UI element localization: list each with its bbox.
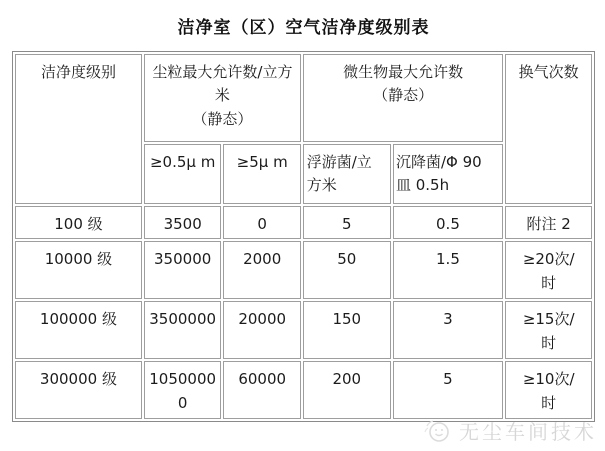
watermark-text: 无尘车间技术: [459, 420, 597, 444]
header-cell-cleanliness-level: 洁净度级别: [15, 54, 142, 204]
cell-floating: 50: [303, 241, 391, 299]
cell-floating: 200: [303, 361, 391, 419]
air-change-value: ≥15次/时: [522, 310, 575, 352]
cell-air-change: [505, 301, 592, 359]
cell-ge05: 3500: [144, 206, 222, 239]
microbe-group-note: （静态）: [373, 86, 434, 105]
cleanroom-cleanliness-table: [12, 51, 595, 422]
table-row-class-10000: [15, 241, 592, 299]
dust-group-note: （静态）: [192, 109, 253, 128]
cell-floating: 5: [303, 206, 391, 239]
cell-ge5: 20000: [223, 301, 301, 359]
header-cell-floating-bacteria: [303, 144, 391, 204]
air-change-value: ≥10次/时: [522, 370, 575, 412]
cell-ge5: 2000: [223, 241, 301, 299]
header-cell-dust-group: [144, 54, 301, 142]
cell-air-change: [505, 361, 592, 419]
cell-settling: 1.5: [393, 241, 504, 299]
page-title: 洁净室（区）空气洁净度级别表: [177, 18, 430, 38]
cell-ge05: 10500000: [144, 361, 222, 419]
header-cell-ge-5um: ≥5μ m: [223, 144, 301, 204]
cell-ge05: 3500000: [144, 301, 222, 359]
table-row-class-100000: [15, 301, 592, 359]
floating-bacteria-label: 浮游菌/立方米: [306, 153, 372, 195]
cell-level: 100000 级: [15, 301, 142, 359]
cell-floating: 150: [303, 301, 391, 359]
watermark: [424, 416, 597, 445]
smiley-logo-icon: [424, 417, 452, 445]
cell-ge05: 350000: [144, 241, 222, 299]
table-row-class-300000: [15, 361, 592, 419]
cell-settling: 0.5: [393, 206, 504, 239]
header-cell-ge-05um: ≥0.5μ m: [144, 144, 222, 204]
table-row-class-100: [15, 206, 592, 239]
header-cell-settling-bacteria: [393, 144, 504, 204]
header-cell-air-change: 换气次数: [505, 54, 592, 204]
cell-level: 100 级: [15, 206, 142, 239]
cell-level: 300000 级: [15, 361, 142, 419]
microbe-group-title: 微生物最大允许数: [343, 63, 464, 81]
cell-air-change: 附注 2: [505, 206, 592, 239]
header-cell-microbe-group: [303, 54, 503, 142]
cell-level: 10000 级: [15, 241, 142, 299]
cell-ge5: 60000: [223, 361, 301, 419]
dust-group-title: 尘粒最大允许数/立方米: [152, 63, 293, 105]
cell-settling: 5: [393, 361, 504, 419]
air-change-value: ≥20次/时: [522, 250, 575, 292]
cell-ge5: 0: [223, 206, 301, 239]
cell-air-change: [505, 241, 592, 299]
settling-bacteria-label: 沉降菌/Φ 90 皿 0.5h: [395, 153, 482, 195]
cell-settling: 3: [393, 301, 504, 359]
header-row-groups: [15, 54, 592, 142]
